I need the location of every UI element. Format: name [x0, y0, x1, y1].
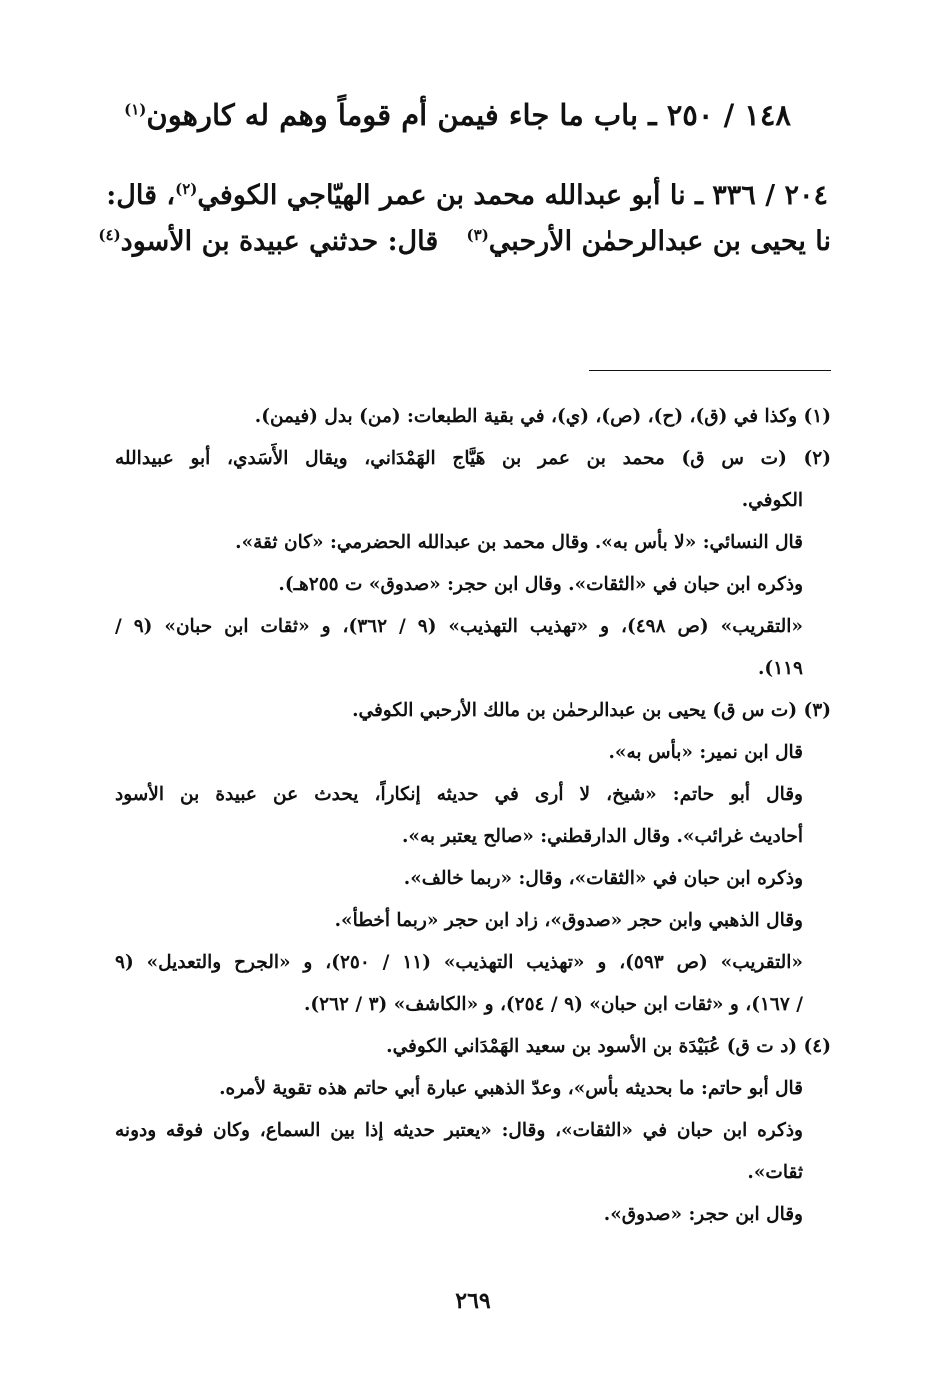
- hadith-text: ٢٠٤ / ٣٣٦ ـ نا أبو عبدالله محمد بن عمر الهيّاجي الكوفي: [197, 180, 828, 211]
- footnote-line: (١) وكذا في (ق)، (ح)، (ص)، (ي)، في بقية الطبعات: (من) بدل (فيمن).: [254, 406, 831, 427]
- page-number: ٢٦٩: [455, 1288, 491, 1314]
- footnote-line: وقال أبو حاتم: «شيخ، لا أرى في حديثه إنكاراً، يحدث عن عبيدة بن الأسود: [115, 784, 803, 805]
- footnote-line: أحاديث غرائب». وقال الدارقطني: «صالح يعتبر به».: [401, 826, 803, 847]
- footnote-line: قال النسائي: «لا بأس به». وقال محمد بن عبدالله الحضرمي: «كان ثقة».: [235, 532, 803, 553]
- footnote-line: / ١٦٧)، و «ثقات ابن حبان» (٩ / ٢٥٤)، و «الكاشف» (٣ / ٢٦٢).: [303, 994, 803, 1015]
- chapter-title-text: ١٤٨ / ٢٥٠ ـ باب ما جاء فيمن أم قوماً وهم له كارهون: [146, 98, 791, 132]
- hadith-text: ، قال:: [106, 180, 176, 211]
- footnote-line: وذكره ابن حبان في «الثقات». وقال ابن حجر: «صدوق» ت ٢٥٥هـ).: [278, 574, 803, 595]
- footnote-line: (٣) (ت س ق) يحيى بن عبدالرحمٰن بن مالك الأرحبي الكوفي.: [352, 700, 831, 721]
- footnote-ref-3: (٣): [466, 226, 489, 244]
- hadith-line-2: [98, 226, 831, 257]
- footnote-line: (٤) (د ت ق) عُبَيْدَة بن الأسود بن سعيد الهَمْدَاني الكوفي.: [386, 1036, 831, 1057]
- footnote-line: قال ابن نمير: «بأس به».: [608, 742, 803, 763]
- footnote-line: «التقريب» (ص ٤٩٨)، و «تهذيب التهذيب» (٩ / ٣٦٢)، و «ثقات ابن حبان» (٩ /: [115, 616, 803, 637]
- hadith-text: نا يحيى بن عبدالرحمٰن الأرحبي: [488, 226, 831, 257]
- footnote-line: «التقريب» (ص ٥٩٣)، و «تهذيب التهذيب» (١١ / ٢٥٠)، و «الجرح والتعديل» (٩: [115, 952, 803, 973]
- chapter-title: [91, 98, 791, 132]
- footnote-line: (٢) (ت س ق) محمد بن عمر بن هَيَّاج الهَمْدَاني، ويقال الأَسَدي، أبو عبيدالله: [115, 448, 831, 469]
- hadith-text: قال: حدثني عبيدة بن الأسود: [120, 226, 439, 257]
- footnote-line: قال أبو حاتم: ما بحديثه بأس»، وعدّ الذهبي عبارة أبي حاتم هذه تقوية لأمره.: [219, 1078, 803, 1099]
- footnote-line: وقال الذهبي وابن حجر «صدوق»، زاد ابن حجر «ربما أخطأ».: [334, 910, 803, 931]
- footnote-line: وقال ابن حجر: «صدوق».: [603, 1204, 803, 1225]
- footnote-ref-1: (١): [124, 100, 147, 119]
- footnote-divider: [589, 370, 831, 371]
- footnote-line: وذكره ابن حبان في «الثقات»، وقال: «يعتبر حديثه إذا بين السماع، وكان فوقه ودونه: [115, 1120, 803, 1141]
- hadith-line-1: [106, 180, 828, 211]
- footnote-ref-4: (٤): [98, 226, 121, 244]
- footnote-line: الكوفي.: [741, 490, 803, 511]
- footnote-line: وذكره ابن حبان في «الثقات»، وقال: «ربما خالف».: [403, 868, 803, 889]
- footnote-line: ثقات».: [747, 1162, 803, 1183]
- footnote-ref-2: (٢): [175, 180, 198, 198]
- footnote-line: ١١٩).: [757, 658, 803, 679]
